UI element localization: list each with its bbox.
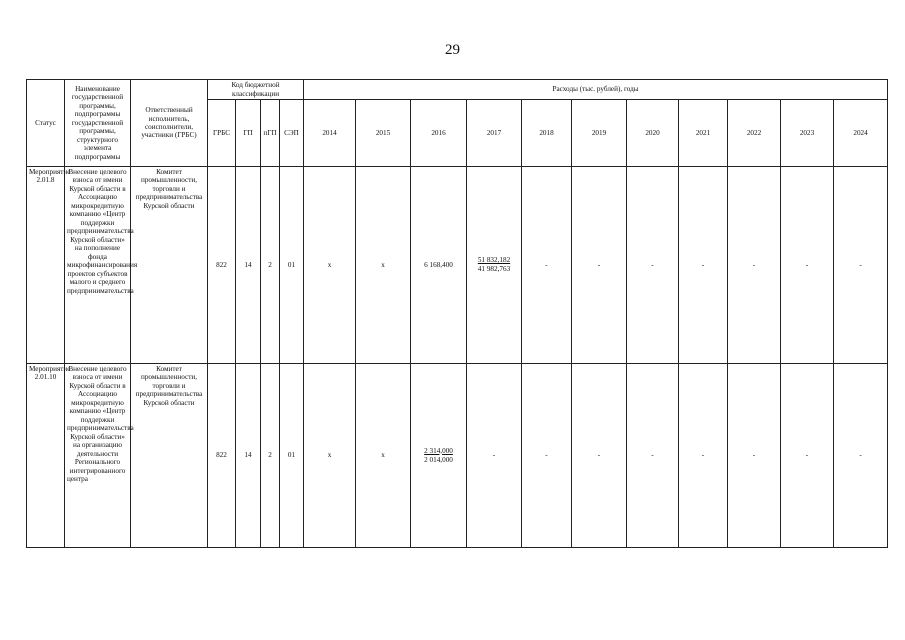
cell-2021: - [679, 364, 728, 548]
cell-2015: х [356, 167, 411, 364]
header-budget-code: Код бюджетной классификации [208, 80, 304, 100]
row-grbs: 822 [208, 364, 236, 548]
new-value: 41 982,763 [477, 265, 511, 273]
header-row-1 [27, 80, 888, 100]
cell-2022: - [728, 167, 781, 364]
cell-2019: - [572, 167, 627, 364]
row-responsible: Комитет промышленности, торговли и предпринимательства Курской области [131, 167, 208, 364]
cell-2014: х [304, 364, 356, 548]
header-year-2015: 2015 [356, 100, 411, 167]
row-pgp: 2 [261, 167, 280, 364]
cell-2018: - [522, 364, 572, 548]
cell-2021: - [679, 167, 728, 364]
header-expenses: Расходы (тыс. рублей), годы [304, 80, 888, 100]
cell-2014: х [304, 167, 356, 364]
row-status: Мероприятие 2.01.10 [27, 364, 65, 548]
header-year-2022: 2022 [728, 100, 781, 167]
header-year-2024: 2024 [834, 100, 888, 167]
row-name: Внесение целевого взноса от имени Курской области в Ассоциацию микрокредитную компанию «Центр поддержки предпринимательства Курской области» на организацию деятельности Регионального интегрированного центра [65, 364, 131, 548]
header-name: Наименование государственной программы, подпрограммы государственной программы, структурного элемента подпрограммы [65, 80, 131, 167]
cell-2024: - [834, 364, 888, 548]
row-sep: 01 [280, 167, 304, 364]
new-value: 2 014,000 [424, 455, 453, 464]
table-row [27, 167, 888, 364]
page-number: 29 [445, 42, 460, 58]
header-year-2014: 2014 [304, 100, 356, 167]
table-row [27, 364, 888, 548]
budget-table [26, 79, 888, 548]
cell-2022: - [728, 364, 781, 548]
header-year-2019: 2019 [572, 100, 627, 167]
cell-2020: - [627, 167, 679, 364]
cell-2023: - [781, 364, 834, 548]
row-gp: 14 [236, 364, 261, 548]
header-year-2020: 2020 [627, 100, 679, 167]
amended-value [424, 447, 453, 465]
header-pgp: пГП [261, 100, 280, 167]
cell-2018: - [522, 167, 572, 364]
cell-2015: х [356, 364, 411, 548]
row-status: Мероприятие 2.01.8 [27, 167, 65, 364]
header-responsible: Ответственный исполнитель, соисполнители, участники (ГРБС) [131, 80, 208, 167]
old-value: 2 314,000 [424, 446, 453, 455]
header-year-2023: 2023 [781, 100, 834, 167]
row-sep: 01 [280, 364, 304, 548]
header-sep: СЭП [280, 100, 304, 167]
row-pgp: 2 [261, 364, 280, 548]
cell-2016: 6 168,400 [411, 167, 467, 364]
row-name: Внесение целевого взноса от имени Курской области в Ассоциацию микрокредитную компанию «Центр поддержки предпринимательства Курской области» на пополнение фонда микрофинансирования проектов субъектов малого и среднего предпринимательства [65, 167, 131, 364]
old-value: 51 832,182 [477, 256, 511, 264]
amended-value [478, 256, 510, 274]
header-year-2018: 2018 [522, 100, 572, 167]
cell-2017: - [467, 364, 522, 548]
row-grbs: 822 [208, 167, 236, 364]
row-responsible: Комитет промышленности, торговли и предпринимательства Курской области [131, 364, 208, 548]
header-year-2017: 2017 [467, 100, 522, 167]
header-grbs: ГРБС [208, 100, 236, 167]
row-gp: 14 [236, 167, 261, 364]
cell-2024: - [834, 167, 888, 364]
header-status: Статус [27, 80, 65, 167]
header-gp: ГП [236, 100, 261, 167]
cell-2023: - [781, 167, 834, 364]
cell-2017 [467, 167, 522, 364]
cell-2016 [411, 364, 467, 548]
cell-2020: - [627, 364, 679, 548]
header-year-2021: 2021 [679, 100, 728, 167]
header-year-2016: 2016 [411, 100, 467, 167]
cell-2019: - [572, 364, 627, 548]
